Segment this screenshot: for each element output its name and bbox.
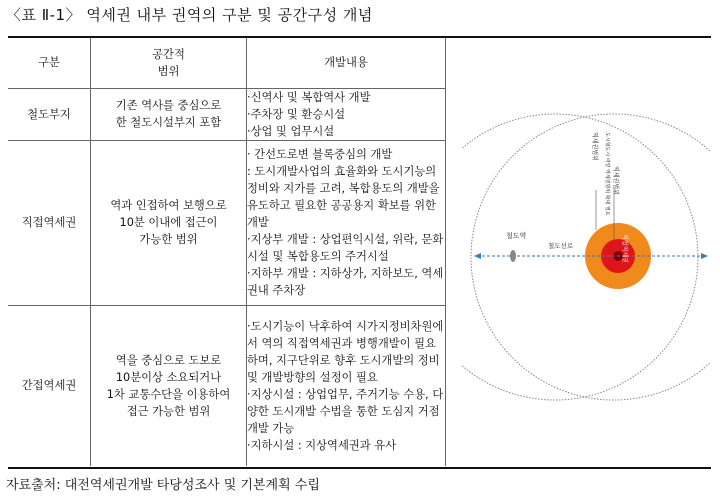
source-note: 자료출처: 대전역세권개발 타당성조사 및 기본계획 수립 bbox=[6, 478, 320, 493]
row-category: 철도부지 bbox=[8, 88, 91, 140]
row-development: ·신역사 및 복합역사 개발 ·주차장 및 환승시설 ·상업 및 업무시설 bbox=[247, 88, 446, 140]
note-label: 도시형도시 바깥 역세권범위 확대 필요 bbox=[604, 132, 610, 216]
zone-diagram bbox=[462, 70, 710, 466]
row-category: 직접역세권 bbox=[8, 140, 91, 305]
header-row bbox=[8, 38, 446, 88]
rail-line-label: 철도선로 bbox=[548, 242, 574, 250]
left-station-node bbox=[510, 250, 516, 262]
table-row bbox=[8, 140, 446, 305]
header-spatial-range: 공간적 범위 bbox=[91, 38, 247, 88]
indirect-zone-circle-left bbox=[462, 114, 698, 400]
left-node-label: 철도역 bbox=[506, 232, 527, 240]
zone-table bbox=[8, 38, 446, 466]
row-development: ·도시기능이 낙후하여 시가지정비차원에서 역의 직접역세권과 병행개발이 필요하며, 지구단위로 향후 도시개발의 정비 및 개발방향의 설정이 필요 ·지상시설 : 상업업무, 주거기능 수용, 다양한 도시개발 수법을 통한 도심지 거점개발 가능 ·지하시설 : 지상역세권과 유사 bbox=[247, 305, 446, 466]
header-development: 개발내용 bbox=[247, 38, 446, 88]
bottom-rule bbox=[8, 467, 711, 469]
table-row bbox=[8, 88, 446, 140]
table-row bbox=[8, 305, 446, 466]
table-title: 〈표 Ⅱ-1〉 역세권 내부 권역의 구분 및 공간구성 개념 bbox=[6, 6, 373, 24]
arrow-left-icon bbox=[474, 253, 481, 259]
row-range: 역을 중심으로 도보로 10분이상 소요되거나 1차 교통수단을 이용하여 접근 가능한 범위 bbox=[91, 305, 247, 466]
row-development: · 간선도로변 블록중심의 개발 : 도시개발사업의 효율화와 도시기능의 정비와 지가를 고려, 복합용도의 개발을 유도하고 필요한 공공용지 확보를 위한 개발 ·지상부 개발 : 상업편익시설, 위락, 문화시설 및 복합용도의 주거시설 ·지하부 개발 : 지하상가, 지하보도, 역세권내 주차장 bbox=[247, 140, 446, 305]
row-range: 역과 인접하여 보행으로 10분 이내에 접근이 가능한 범위 bbox=[91, 140, 247, 305]
header-category: 구분 bbox=[8, 38, 91, 88]
arrow-right-icon bbox=[701, 253, 708, 259]
station-label: 역세권범위 bbox=[612, 166, 619, 195]
row-category: 간접역세권 bbox=[8, 305, 91, 466]
row-range: 기존 역사를 중심으로 한 철도시설부지 포함 bbox=[91, 88, 247, 140]
direct-label: 직접역세권 bbox=[621, 234, 628, 263]
indirect-label: 역세권범위 bbox=[591, 132, 598, 161]
